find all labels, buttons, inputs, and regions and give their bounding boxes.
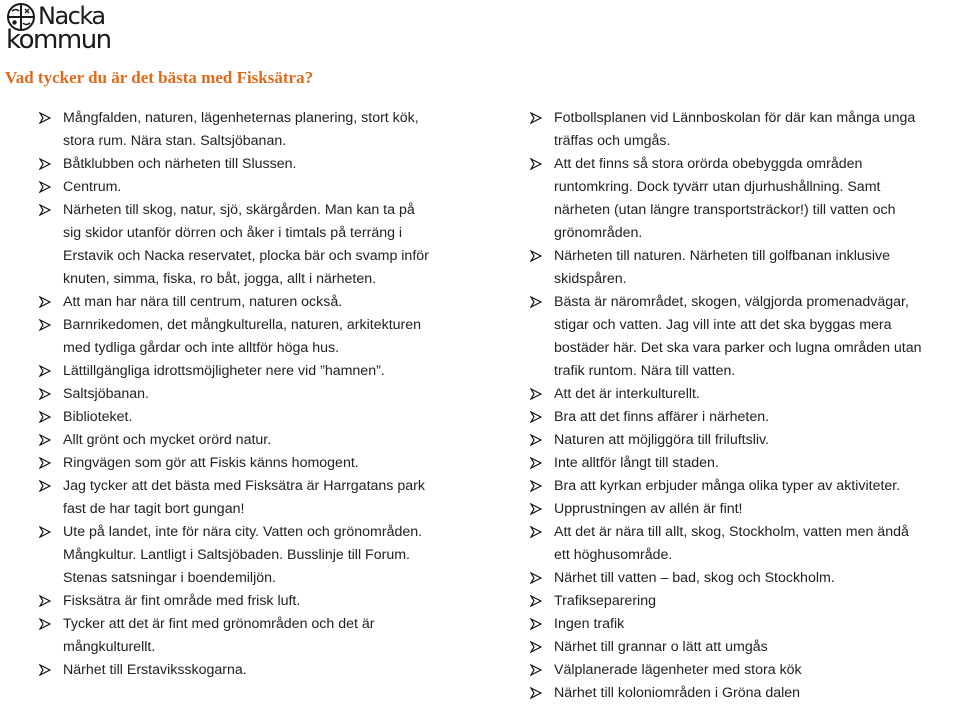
list-item-text: runtomkring. Dock tyvärr utan djurhushållning. Samt (554, 179, 881, 195)
list-item-text: Att det är interkulturellt. (554, 386, 700, 402)
list-item-text: skidspåren. (554, 271, 627, 287)
list-item (39, 383, 469, 406)
list-item-text: ett höghusområde. (554, 547, 673, 563)
arrowhead-bullet-icon (39, 480, 51, 492)
arrowhead-bullet-icon (39, 618, 51, 630)
list-item-continuation (530, 360, 950, 383)
list-item (39, 613, 469, 636)
list-item (530, 245, 950, 268)
list-item-text: Naturen att möjliggöra till friluftsliv. (554, 432, 769, 448)
list-item-text: Fisksätra är fint område med frisk luft. (63, 593, 301, 609)
list-item-text: knuten, simma, fiska, ro båt, jogga, allt i närheten. (63, 271, 377, 287)
list-item-text: stora rum. Nära stan. Saltsjöbanan. (63, 133, 287, 149)
arrowhead-bullet-icon (39, 319, 51, 331)
nacka-kommun-logo (6, 2, 116, 54)
list-item (530, 613, 950, 636)
list-item-continuation (530, 199, 950, 222)
list-item-text: Trafikseparering (554, 593, 656, 609)
list-item-text: Närhet till vatten – bad, skog och Stockholm. (554, 570, 835, 586)
list-item (530, 521, 950, 544)
arrowhead-bullet-icon (39, 595, 51, 607)
right-answer-list (530, 107, 950, 705)
arrowhead-bullet-icon (530, 664, 542, 676)
list-item-text: Närhet till Erstaviksskogarna. (63, 662, 247, 678)
arrowhead-bullet-icon (530, 296, 542, 308)
arrowhead-bullet-icon (39, 158, 51, 170)
list-item (530, 383, 950, 406)
list-item-text: Att man har nära till centrum, naturen också. (63, 294, 343, 310)
list-item-text: Biblioteket. (63, 409, 133, 425)
list-item-text: Inte alltför långt till staden. (554, 455, 719, 471)
list-item-text: träffas och umgås. (554, 133, 671, 149)
arrowhead-bullet-icon (530, 158, 542, 170)
arrowhead-bullet-icon (39, 411, 51, 423)
list-item (530, 590, 950, 613)
list-item-text: Upprustningen av allén är fint! (554, 501, 743, 517)
list-item-continuation (39, 130, 469, 153)
list-item-text: Jag tycker att det bästa med Fisksätra är Harrgatans park (63, 478, 425, 494)
list-item-text: stigar och vatten. Jag vill inte att det ska byggas mera (554, 317, 892, 333)
list-item (39, 291, 469, 314)
arrowhead-bullet-icon (530, 411, 542, 423)
arrowhead-bullet-icon (39, 434, 51, 446)
arrowhead-bullet-icon (530, 457, 542, 469)
list-item-text: mångkulturellt. (63, 639, 156, 655)
list-item-text: Närheten till naturen. Närheten till golfbanan inklusive (554, 248, 890, 264)
list-item-text: närheten (utan längre transportsträckor!) till vatten och (554, 202, 896, 218)
logo-wordmark-kommun: kommun (6, 25, 111, 55)
list-item-text: Tycker att det är fint med grönområden och det är (63, 616, 375, 632)
list-item-text: Båtklubben och närheten till Slussen. (63, 156, 297, 172)
page-heading: Vad tycker du är det bästa med Fisksätra? (5, 68, 314, 87)
list-item (530, 659, 950, 682)
list-item-continuation (530, 130, 950, 153)
list-item-continuation (39, 245, 469, 268)
arrowhead-bullet-icon (530, 503, 542, 515)
list-item (39, 521, 469, 544)
list-item-continuation (530, 544, 950, 567)
list-item (530, 567, 950, 590)
list-item (39, 153, 469, 176)
list-item-text: Barnrikedomen, det mångkulturella, naturen, arkitekturen (63, 317, 422, 333)
list-item-text: Fotbollsplanen vid Lännboskolan för där kan många unga (554, 110, 916, 126)
arrowhead-bullet-icon (39, 664, 51, 676)
arrowhead-bullet-icon (39, 457, 51, 469)
arrowhead-bullet-icon (530, 388, 542, 400)
list-item-text: Mångkultur. Lantligt i Saltsjöbaden. Busslinje till Forum. (63, 547, 410, 563)
list-item-text: Stenas satsningar i boendemiljön. (63, 570, 276, 586)
list-item (39, 659, 469, 682)
list-item-text: bostäder här. Det ska vara parker och lugna områden utan (554, 340, 922, 356)
list-item (39, 406, 469, 429)
list-item-text: Centrum. (63, 179, 122, 195)
arrowhead-bullet-icon (530, 618, 542, 630)
arrowhead-bullet-icon (530, 641, 542, 653)
list-item (39, 360, 469, 383)
list-item (530, 498, 950, 521)
list-item (39, 429, 469, 452)
list-item-continuation (39, 636, 469, 659)
list-item-text: Ute på landet, inte för nära city. Vatten och grönområden. (63, 524, 423, 540)
list-item-continuation (530, 268, 950, 291)
list-item-text: Närhet till grannar o lätt att umgås (554, 639, 768, 655)
list-item (39, 475, 469, 498)
list-item-text: Närhet till koloniområden i Gröna dalen (554, 685, 801, 701)
list-item (530, 291, 950, 314)
arrowhead-bullet-icon (530, 572, 542, 584)
left-answer-list (39, 107, 469, 682)
list-item-continuation (39, 222, 469, 245)
list-item (39, 452, 469, 475)
list-item-continuation (530, 337, 950, 360)
list-item-text: Att det finns så stora orörda obebyggda områden (554, 156, 863, 172)
list-item-continuation (39, 498, 469, 521)
list-item-text: Bra att det finns affärer i närheten. (554, 409, 770, 425)
list-item (39, 107, 469, 130)
arrowhead-bullet-icon (530, 434, 542, 446)
list-item-text: Att det är nära till allt, skog, Stockholm, vatten men ändå (554, 524, 909, 540)
list-item-continuation (530, 176, 950, 199)
list-item-text: trafik runtom. Nära till vatten. (554, 363, 736, 379)
list-item-text: Erstavik och Nacka reservatet, plocka bär och svamp inför (63, 248, 429, 264)
list-item-text: fast de har tagit bort gungan! (63, 501, 245, 517)
list-item-continuation (530, 222, 950, 245)
list-item-text: Ringvägen som gör att Fiskis känns homogent. (63, 455, 359, 471)
list-item-text: Bra att kyrkan erbjuder många olika typer av aktiviteter. (554, 478, 901, 494)
list-item (530, 452, 950, 475)
arrowhead-bullet-icon (39, 204, 51, 216)
list-item (39, 176, 469, 199)
list-item-continuation (39, 337, 469, 360)
list-item (530, 406, 950, 429)
list-item-continuation (530, 314, 950, 337)
list-item-text: Närheten till skog, natur, sjö, skärgården. Man kan ta på (63, 202, 415, 218)
list-item-text: Välplanerade lägenheter med stora kök (554, 662, 802, 678)
list-item-text: Saltsjöbanan. (63, 386, 149, 402)
list-item (530, 107, 950, 130)
arrowhead-bullet-icon (530, 250, 542, 262)
arrowhead-bullet-icon (530, 112, 542, 124)
list-item (39, 590, 469, 613)
arrowhead-bullet-icon (39, 526, 51, 538)
list-item (39, 199, 469, 222)
list-item-text: Allt grönt och mycket orörd natur. (63, 432, 272, 448)
list-item-text: Lättillgängliga idrottsmöjligheter nere vid ”hamnen”. (63, 363, 385, 379)
arrowhead-bullet-icon (530, 480, 542, 492)
arrowhead-bullet-icon (530, 526, 542, 538)
list-item-continuation (39, 567, 469, 590)
arrowhead-bullet-icon (39, 365, 51, 377)
list-item (39, 314, 469, 337)
list-item-text: Mångfalden, naturen, lägenheternas planering, stort kök, (63, 110, 419, 126)
list-item-text: med tydliga gårdar och inte alltför höga hus. (63, 340, 340, 356)
list-item-continuation (39, 268, 469, 291)
list-item-text: sig skidor utanför dörren och åker i timtals på terräng i (63, 225, 403, 241)
arrowhead-bullet-icon (530, 595, 542, 607)
arrowhead-bullet-icon (530, 687, 542, 699)
list-item (530, 153, 950, 176)
list-item-text: Bästa är närområdet, skogen, välgjorda promenadvägar, (554, 294, 909, 310)
list-item-continuation (39, 544, 469, 567)
logo-wordmark-nacka: Nacka (38, 2, 105, 30)
list-item (530, 429, 950, 452)
arrowhead-bullet-icon (39, 296, 51, 308)
list-item (530, 475, 950, 498)
list-item (530, 682, 950, 705)
arrowhead-bullet-icon (39, 181, 51, 193)
arrowhead-bullet-icon (39, 112, 51, 124)
list-item-text: Ingen trafik (554, 616, 625, 632)
arrowhead-bullet-icon (39, 388, 51, 400)
list-item (530, 636, 950, 659)
list-item-text: grönområden. (554, 225, 643, 241)
